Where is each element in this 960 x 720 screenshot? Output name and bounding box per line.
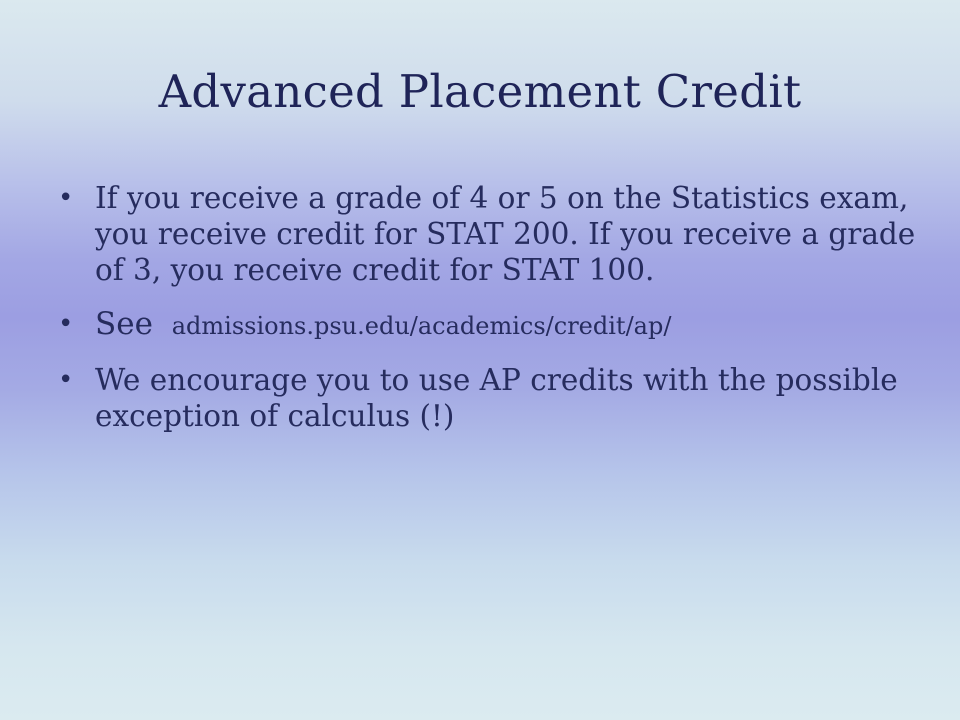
bullet-dot: • bbox=[58, 309, 74, 339]
slide-title: Advanced Placement Credit bbox=[158, 65, 802, 118]
bullet-dot: • bbox=[58, 365, 74, 395]
bullet-text: We encourage you to use AP credits with the possible exception of calculus (!) bbox=[95, 363, 898, 433]
bullet-item-encourage bbox=[58, 362, 918, 434]
bullet-dot: • bbox=[58, 183, 74, 213]
bullet-item-ap-grade bbox=[58, 180, 918, 288]
admissions-url-link[interactable]: admissions.psu.edu/academics/credit/ap/ bbox=[171, 312, 672, 340]
see-label: See bbox=[95, 306, 153, 342]
bullet-item-see-link bbox=[58, 306, 918, 344]
bullet-text: If you receive a grade of 4 or 5 on the Statistics exam, you receive credit for STAT 200. If you receive a grade of 3, you receive credit for STAT 100. bbox=[95, 181, 916, 287]
bullet-list bbox=[58, 180, 918, 452]
